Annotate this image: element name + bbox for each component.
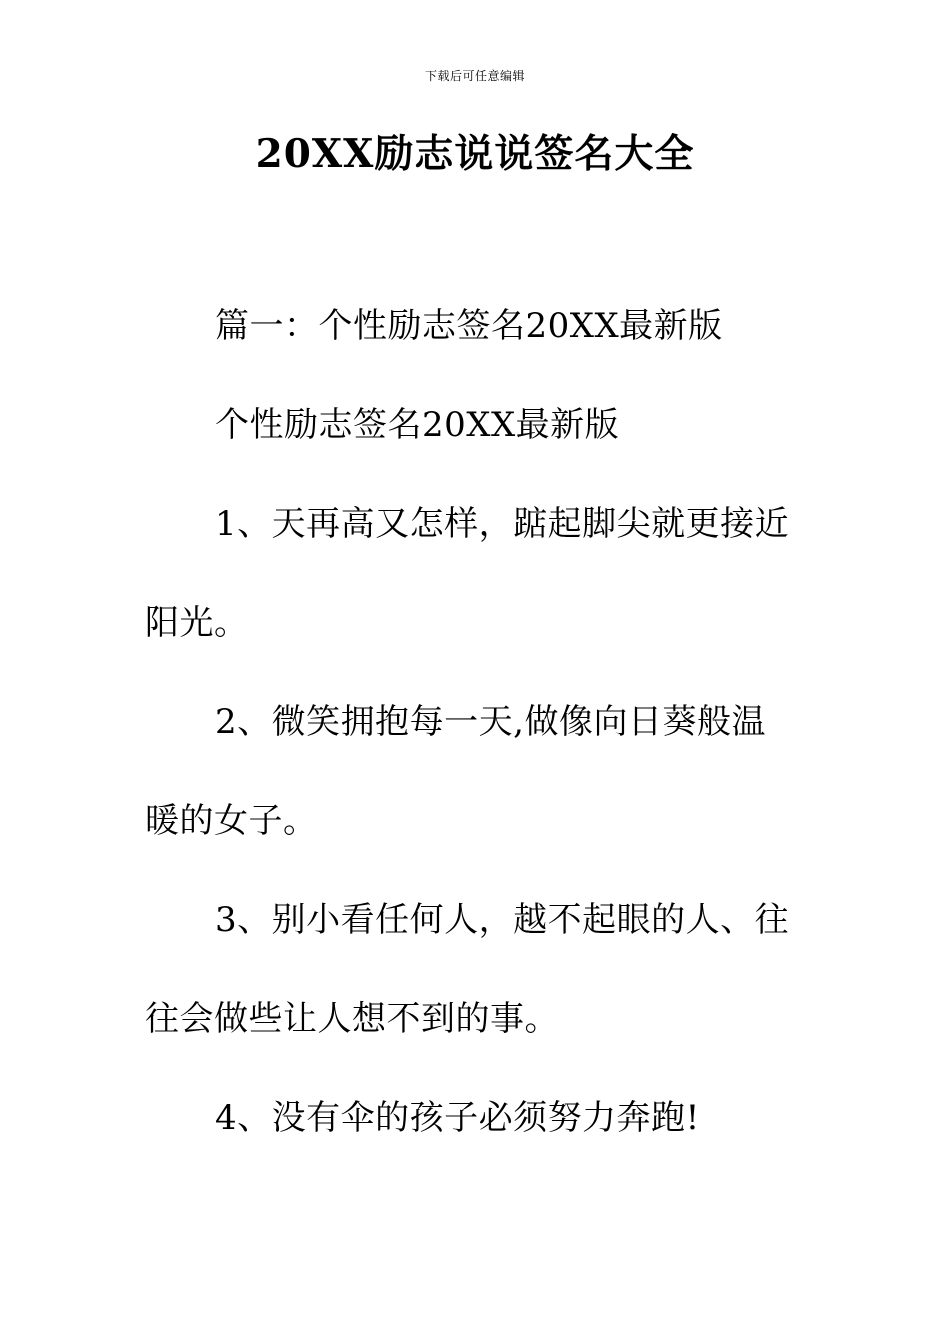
- list-item-1-line-2: 阳光。: [145, 603, 249, 643]
- document-title: 20XX励志说说签名大全: [255, 131, 695, 177]
- list-item-4-line-1: 4、没有伞的孩子必须努力奔跑!: [215, 1098, 700, 1138]
- list-item-2-line-1: 2、微笑拥抱每一天,做像向日葵般温: [215, 702, 766, 742]
- list-item-1-line-1: 1、天再高又怎样，踮起脚尖就更接近: [215, 504, 790, 544]
- list-item-3-line-1: 3、别小看任何人，越不起眼的人、往: [215, 900, 790, 940]
- page-header-note: 下载后可任意编辑: [424, 69, 525, 83]
- list-item-3-line-2: 往会做些让人想不到的事。: [145, 999, 559, 1039]
- section-heading: 篇一：个性励志签名20XX最新版: [215, 306, 723, 346]
- list-item-2-line-2: 暖的女子。: [145, 801, 318, 841]
- subheading: 个性励志签名20XX最新版: [215, 405, 620, 445]
